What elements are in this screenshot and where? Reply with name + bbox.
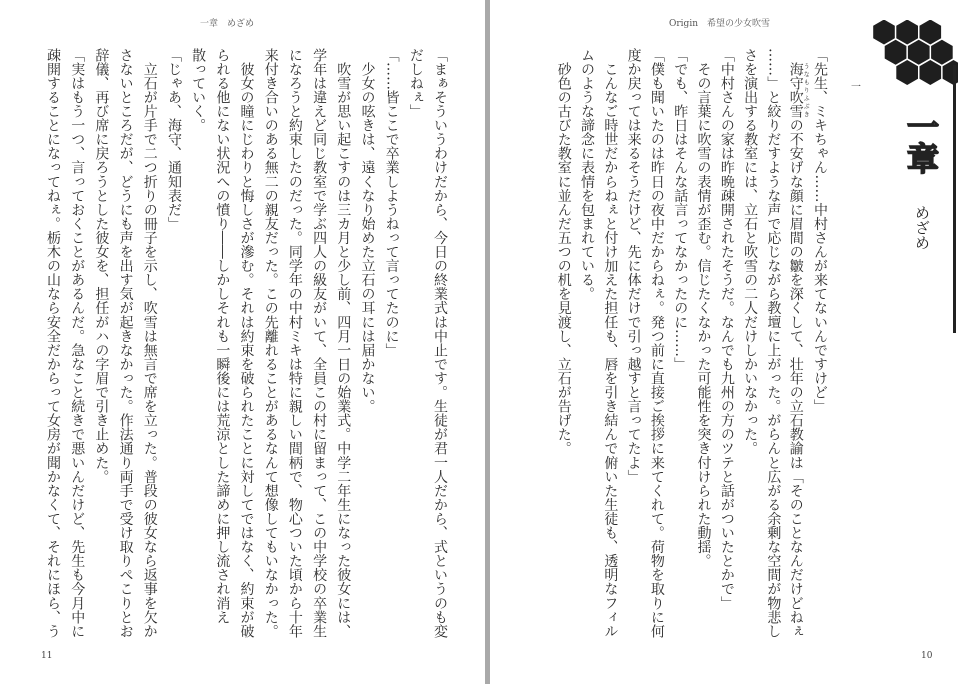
text-line: 彼女の瞳にじわりと悔しさが滲む。それは約束を破られたことに対してではなく、約束が破 [238, 48, 255, 639]
text-line: 散っていく。 [190, 48, 207, 133]
hexagon-cell [920, 20, 942, 45]
ruby-name [787, 62, 810, 119]
book-gutter [485, 0, 490, 684]
text-line: こんなご時世だからねぇと付け加えた担任も、唇を引き結んで俯いた生徒も、透明なフィル [602, 48, 619, 639]
hexagon-cell [908, 40, 930, 65]
text-line: 「実はもう一つ、言っておくことがあるんだ。急なこと続きで悪いんだけど、先生も今月中に [69, 48, 86, 639]
text-line: 「まぁそういうわけだから、今日の終業式は中止です。生徒が君一人だから、式というのも変 [432, 48, 448, 639]
text-line: 辞儀、再び席に戻ろうとした彼女を、担任がハの字眉で引き止めた。 [93, 48, 110, 484]
text-line: 吹雪が思い起こすのは三カ月と少し前、四月一日の始業式。中学二年生になった彼女には、 [335, 48, 352, 639]
left-page-body [41, 48, 452, 648]
text-line: 「中村さんの家は昨晩疎開されたそうだ。なんでも九州の方のツテと話がついたとかで」 [718, 48, 735, 610]
text-line: 「じゃあ、海守、通知表だ」 [165, 48, 182, 231]
text-line: 学年は違えど同じ教室で学ぶ四人の級友がいて、全員この村に留まって、この中学校の卒業生 [311, 48, 328, 639]
section-number: 一 [851, 82, 861, 93]
text-line: 「先生、ミキちゃん……中村さんが来てないんですけど」 [812, 48, 828, 414]
chapter-rule [953, 65, 956, 333]
text-line: 立石が片手で二つ折りの冊子を示し、吹雪は無言で席を立った。普段の彼女なら返事を欠か [141, 48, 158, 639]
running-head-left: 一章 めざめ [200, 19, 255, 29]
text-line: ……」と絞りだすような声で応じながら教壇に上がった。がらんと広がる余剰な空間が物悲し [765, 48, 782, 639]
hexagon-cell [931, 40, 953, 65]
text-line: さないところだが、どうにも声を出す気が起きなかった。作法通り両手で受け取りぺこりとお [117, 48, 134, 639]
indent [788, 48, 804, 62]
text-line: ムのような諦念に表情を包まれている。 [579, 48, 596, 301]
ruby-base: 海守吹雪 [787, 62, 804, 119]
text-line: 少女の呟きは、遠くなり始めた立石の耳には届かない。 [359, 48, 376, 414]
text-line: 「僕も聞いたのは昨日の夜中だからねぇ。発つ前に直接ご挨拶に来てくれて。荷物を取りに何 [648, 48, 665, 639]
hexagon-cell [920, 60, 942, 85]
hexagon-cell [896, 20, 918, 45]
hexagon-ornament-icon [872, 20, 958, 92]
text-line-with-ruby [785, 48, 808, 648]
text-line: 来付き合いのある無二の親友だった。この先離れることがあるなんて想像してもいなかった。 [262, 48, 279, 639]
hexagon-cell [873, 20, 895, 45]
text-line: 疎開することになってねぇ。栃木の山なら安全だからって女房が聞かなくて、それにほら、う [45, 48, 61, 639]
hexagon-cell [885, 40, 907, 65]
page-number-left: 11 [41, 651, 53, 661]
chapter-number: 一章 [902, 110, 940, 174]
ruby-reading: うなもりふぶき [802, 62, 810, 119]
text-line: 砂色の古びた教室に並んだ五つの机を見渡し、立石が告げた。 [555, 48, 572, 456]
text-line: だしねぇ」 [407, 48, 424, 119]
text-line: られる他にない状況への憤り――しかしそれも一瞬後には荒涼とした諦めに押し流され消え [214, 48, 231, 625]
chapter-title: めざめ [913, 205, 931, 250]
text-line: 「でも、昨日はそんな話言ってなかったのに……」 [672, 48, 689, 372]
right-page-body [552, 48, 832, 648]
text-line: になろうと約束したのだった。同学年の中村ミキは特に親しい間柄で、物心ついた頃から十年 [286, 48, 303, 639]
text-line: 「……皆ここで卒業しようねって言ってたのに」 [383, 48, 400, 358]
running-head-right: Origin 希望の少女吹雪 [669, 19, 770, 29]
hexagon-cell [896, 60, 918, 85]
ruby-line-rest: の不安げな顔に眉間の皺を深くして、壮年の立石教諭は「そのことなんだけどねぇ [787, 118, 804, 639]
text-line: 度か戻っては来るそうだけど、先に体だけで引っ越すと言ってたよ」 [625, 48, 642, 484]
left-page [0, 0, 486, 684]
text-line: さを演出する教室には、立石と吹雪の二人だけしかいなかった。 [742, 48, 759, 456]
page-number-right: 10 [921, 651, 933, 661]
text-line: その言葉に吹雪の表情が歪む。信じたくなかった可能性を突き付けられた動揺。 [695, 48, 712, 568]
